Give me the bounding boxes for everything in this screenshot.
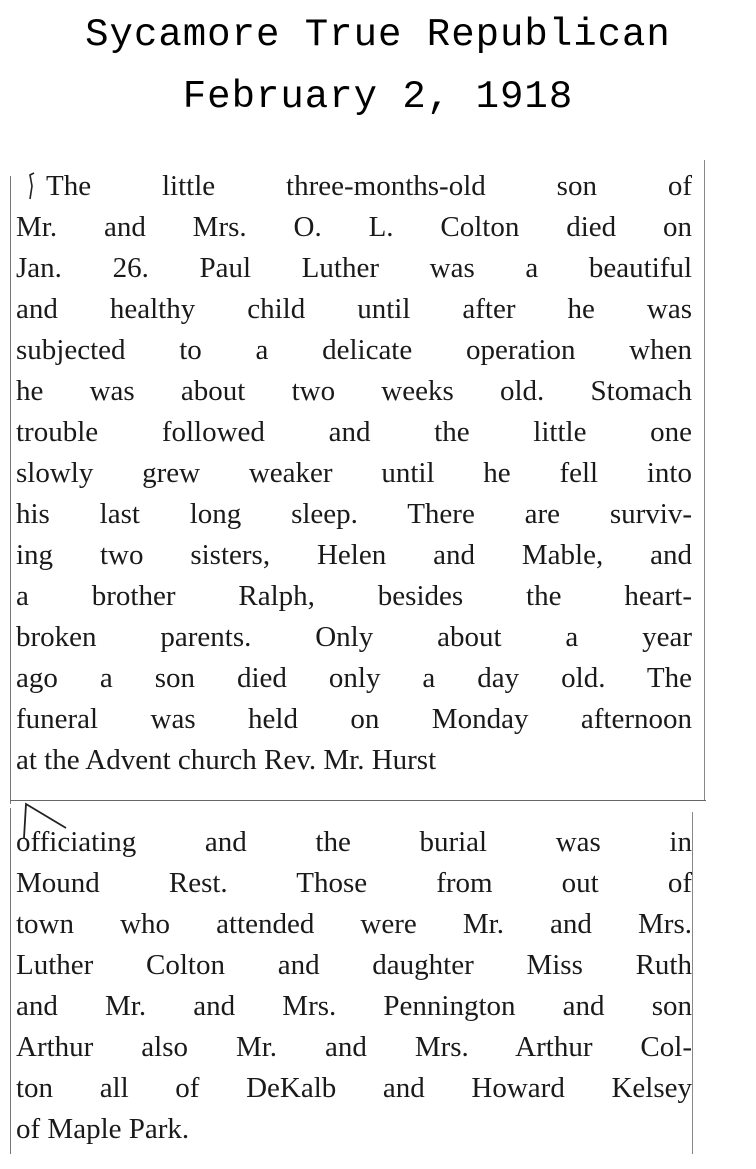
article-line: at the Advent church Rev. Mr. Hurst [16, 744, 437, 776]
article-line: officiating and the burial was in [16, 826, 692, 858]
article-line: ton all of DeKalb and Howard Kelsey [16, 1072, 692, 1104]
clipping-edge [704, 160, 705, 800]
article-column-2 [16, 822, 692, 1152]
article-line: a brother Ralph, besides the heart- [16, 580, 692, 612]
article-line: town who attended were Mr. and Mrs. [16, 908, 692, 940]
article-line: of Maple Park. [16, 1113, 190, 1145]
article-line: and Mr. and Mrs. Pennington and son [16, 990, 692, 1022]
article-line: subjected to a delicate operation when [16, 334, 692, 366]
article-line: The little three-months-old son of [46, 170, 692, 202]
article-line: Luther Colton and daughter Miss Ruth [16, 949, 692, 981]
article-line: and healthy child until after he was [16, 293, 692, 325]
article-line: he was about two weeks old. Stomach [16, 375, 692, 407]
article-line: Mound Rest. Those from out of [16, 867, 692, 899]
article-line: trouble followed and the little one [16, 416, 692, 448]
article-line: ago a son died only a day old. The [16, 662, 692, 694]
article-line: ing two sisters, Helen and Mable, and [16, 539, 692, 571]
article-line: funeral was held on Monday afternoon [16, 703, 692, 735]
publication-title: Sycamore True Republican [85, 13, 671, 57]
publication-date: February 2, 1918 [182, 75, 574, 119]
article-line: broken parents. Only about a year [16, 621, 692, 653]
article-line: Mr. and Mrs. O. L. Colton died on [16, 211, 692, 243]
article-line: Arthur also Mr. and Mrs. Arthur Col- [16, 1031, 692, 1063]
clipping-edge [692, 812, 693, 1154]
clipping-edge [10, 808, 11, 1154]
article-column-1 [16, 166, 692, 806]
clipping-edge [10, 176, 11, 804]
article-line: his last long sleep. There are surviv- [16, 498, 692, 530]
article-line: Jan. 26. Paul Luther was a beautiful [16, 252, 692, 284]
article-line: slowly grew weaker until he fell into [16, 457, 692, 489]
